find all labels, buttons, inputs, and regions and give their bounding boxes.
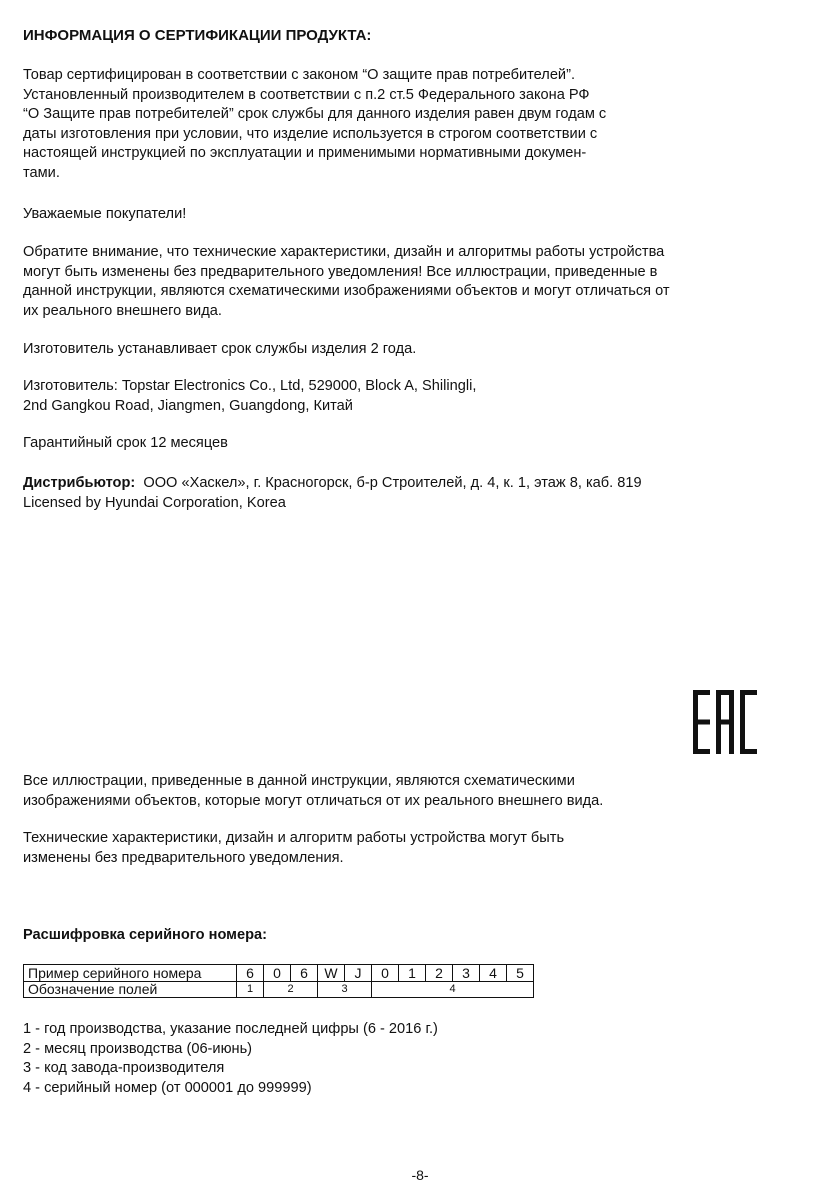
warranty-text: Гарантийный срок 12 месяцев (23, 435, 228, 451)
serial-number-table (23, 964, 534, 998)
text-line: данной инструкции, являются схематическими изображениями объектов и могут отличаться от (23, 283, 670, 300)
field-number: 2 (264, 982, 318, 998)
text-line: могут быть изменены без предварительного уведомления! Все иллюстрации, приведенные в (23, 263, 658, 280)
text-line: изменены без предварительного уведомления. (23, 849, 344, 866)
page-number: -8- (411, 1167, 429, 1183)
serial-char: 5 (507, 965, 534, 982)
text-line: Обратите внимание, что технические характеристики, дизайн и алгоритмы работы устройства (23, 244, 665, 260)
serial-char: 6 (291, 965, 318, 982)
service-life-text: Изготовитель устанавливает срок службы изделия 2 года. (23, 341, 417, 357)
serial-char: 4 (480, 965, 507, 982)
field-number: 3 (318, 982, 372, 998)
legend-item: 4 - серийный номер (от 000001 до 999999) (23, 1079, 312, 1096)
page-title: ИНФОРМАЦИЯ О СЕРТИФИКАЦИИ ПРОДУКТА: (23, 27, 372, 44)
serial-char: 3 (453, 965, 480, 982)
text-line: настоящей инструкцией по эксплуатации и применимыми нормативными докумен- (23, 145, 587, 162)
text-line: “О Защите прав потребителей” срок службы для данного изделия равен двум годам с (23, 106, 607, 123)
distributor-line (23, 474, 642, 494)
field-number: 1 (237, 982, 264, 998)
distributor-text: ООО «Хаскел», г. Красногорск, б-р Строителей, д. 4, к. 1, этаж 8, каб. 819 (143, 475, 642, 491)
illustration-disclaimer (23, 772, 603, 811)
text-line: Все иллюстрации, приведенные в данной инструкции, являются схематическими (23, 773, 575, 789)
serial-char: 2 (426, 965, 453, 982)
serial-char: J (345, 965, 372, 982)
text-line: Установленный производителем в соответствии с п.2 ст.5 Федерального закона РФ (23, 86, 590, 103)
text-line: даты изготовления при условии, что изделие используется в строгом соответствии с (23, 125, 598, 142)
serial-char: 1 (399, 965, 426, 982)
text-line: их реального внешнего вида. (23, 302, 222, 319)
table-row (24, 965, 534, 982)
license-text: Licensed by Hyundai Corporation, Korea (23, 494, 286, 511)
table-row (24, 982, 534, 998)
text-line: Изготовитель: Topstar Electronics Co., Ltd, 529000, Block A, Shilingli, (23, 378, 477, 394)
distributor-label: Дистрибьютор: (23, 475, 136, 491)
text-line: 2nd Gangkou Road, Jiangmen, Guangdong, Китай (23, 397, 353, 414)
serial-char: 6 (237, 965, 264, 982)
text-line: тами. (23, 164, 60, 181)
text-line: Технические характеристики, дизайн и алгоритм работы устройства могут быть (23, 830, 565, 846)
legend-item: 3 - код завода-производителя (23, 1060, 225, 1077)
serial-legend (23, 1020, 438, 1098)
text-line: изображениями объектов, которые могут отличаться от их реального внешнего вида. (23, 792, 604, 809)
text-line: Товар сертифицирован в соответствии с законом “О защите прав потребителей”. (23, 67, 575, 83)
certification-paragraph (23, 66, 606, 184)
serial-char: 0 (264, 965, 291, 982)
legend-item: 1 - год производства, указание последней цифры (6 - 2016 г.) (23, 1021, 438, 1037)
manufacturer-info (23, 377, 476, 416)
legend-item: 2 - месяц производства (06-июнь) (23, 1040, 253, 1057)
serial-heading: Расшифровка серийного номера: (23, 927, 267, 943)
distributor-info (23, 474, 642, 513)
serial-char: W (318, 965, 345, 982)
fields-label: Обозначение полей (24, 982, 237, 998)
greeting: Уважаемые покупатели! (23, 206, 187, 222)
tech-disclaimer (23, 829, 564, 868)
field-number: 4 (372, 982, 534, 998)
serial-char: 0 (372, 965, 399, 982)
notice-paragraph (23, 243, 670, 321)
eac-mark-logo (693, 690, 757, 754)
example-label: Пример серийного номера (24, 965, 237, 982)
